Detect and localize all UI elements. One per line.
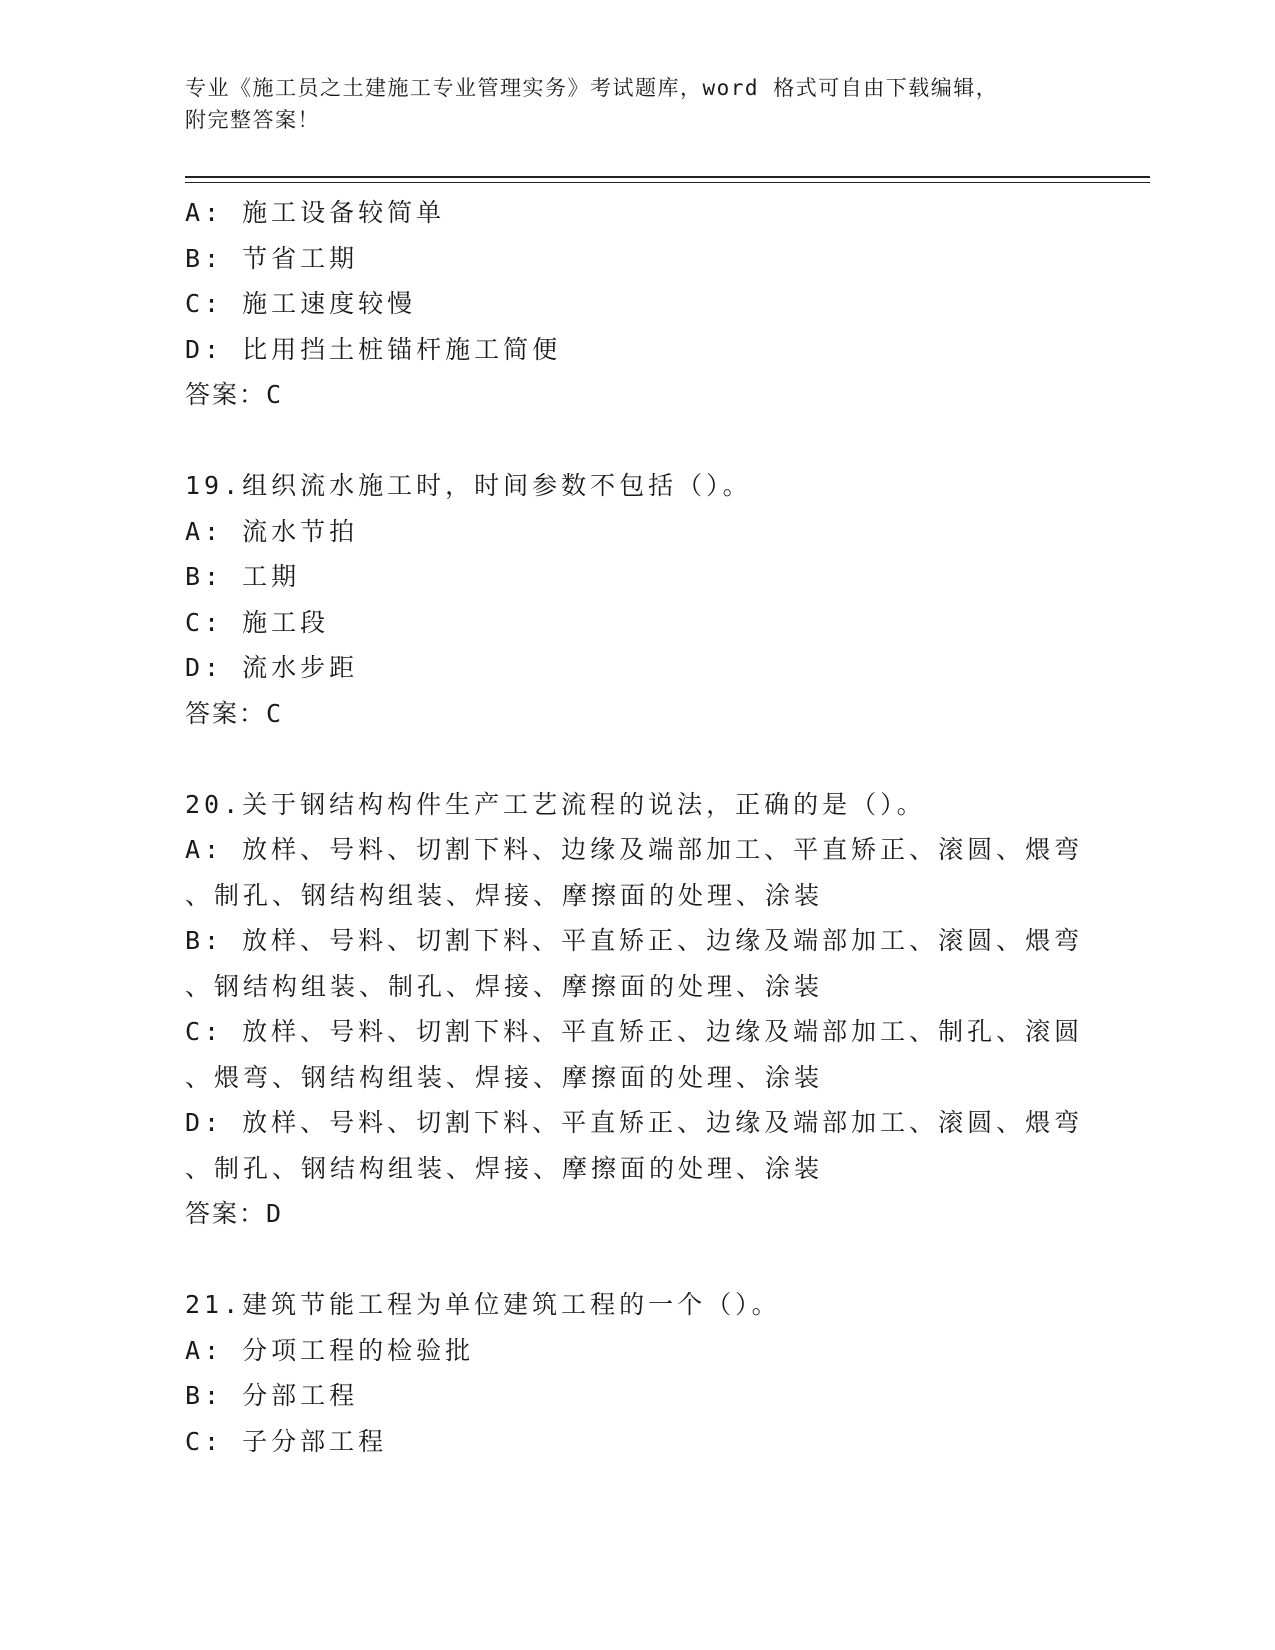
option-c: C: 子分部工程 bbox=[185, 1426, 388, 1456]
option-d-line-2: 、制孔、钢结构组装、焊接、摩擦面的处理、涂装 bbox=[185, 1153, 824, 1183]
option-b: B: 节省工期 bbox=[185, 243, 359, 273]
option-b: B: 分部工程 bbox=[185, 1381, 359, 1410]
option-a-line-2: 、制孔、钢结构组装、焊接、摩擦面的处理、涂装 bbox=[185, 880, 824, 910]
option-c: C: 施工段 bbox=[185, 607, 330, 637]
option-d: D: 流水步距 bbox=[185, 653, 359, 682]
option-a: A: 分项工程的检验批 bbox=[185, 1335, 475, 1365]
question-text: 21.建筑节能工程为单位建筑工程的一个（）。 bbox=[185, 1290, 781, 1319]
answer: 答案：C bbox=[185, 698, 284, 728]
question-content bbox=[185, 190, 1085, 1464]
document-header bbox=[185, 72, 1085, 136]
question-text: 19.组织流水施工时，时间参数不包括（）。 bbox=[185, 471, 752, 500]
question-21 bbox=[185, 1282, 1085, 1464]
option-a: A: 流水节拍 bbox=[185, 516, 359, 546]
answer: 答案：C bbox=[185, 380, 284, 409]
option-c-line-1: C: 放样、号料、切割下料、平直矫正、边缘及端部加工、制孔、滚圆 bbox=[185, 1017, 1084, 1046]
option-c-line-2: 、煨弯、钢结构组装、焊接、摩擦面的处理、涂装 bbox=[185, 1062, 824, 1092]
spacer bbox=[185, 1237, 1085, 1283]
header-divider-thick bbox=[185, 176, 1150, 178]
option-d: D: 比用挡土桩锚杆施工简便 bbox=[185, 334, 562, 364]
question-text: 20.关于钢结构构件生产工艺流程的说法，正确的是（）。 bbox=[185, 789, 926, 819]
option-b-line-2: 、钢结构组装、制孔、焊接、摩擦面的处理、涂装 bbox=[185, 971, 824, 1001]
header-divider-thin bbox=[185, 182, 1150, 183]
question-18 bbox=[185, 190, 1085, 418]
spacer bbox=[185, 418, 1085, 464]
option-c: C: 施工速度较慢 bbox=[185, 289, 417, 318]
spacer bbox=[185, 736, 1085, 782]
option-d-line-1: D: 放样、号料、切割下料、平直矫正、边缘及端部加工、滚圆、煨弯 bbox=[185, 1108, 1084, 1137]
option-a: A: 施工设备较简单 bbox=[185, 198, 446, 227]
option-a-line-1: A: 放样、号料、切割下料、边缘及端部加工、平直矫正、滚圆、煨弯 bbox=[185, 835, 1084, 864]
question-20 bbox=[185, 782, 1085, 1237]
answer: 答案：D bbox=[185, 1199, 284, 1228]
header-line-2: 附完整答案！ bbox=[185, 108, 320, 132]
option-b-line-1: B: 放样、号料、切割下料、平直矫正、边缘及端部加工、滚圆、煨弯 bbox=[185, 926, 1084, 955]
header-line-1: 专业《施工员之土建施工专业管理实务》考试题库，word 格式可自由下载编辑， bbox=[185, 76, 999, 100]
option-b: B: 工期 bbox=[185, 562, 301, 591]
question-19 bbox=[185, 463, 1085, 736]
